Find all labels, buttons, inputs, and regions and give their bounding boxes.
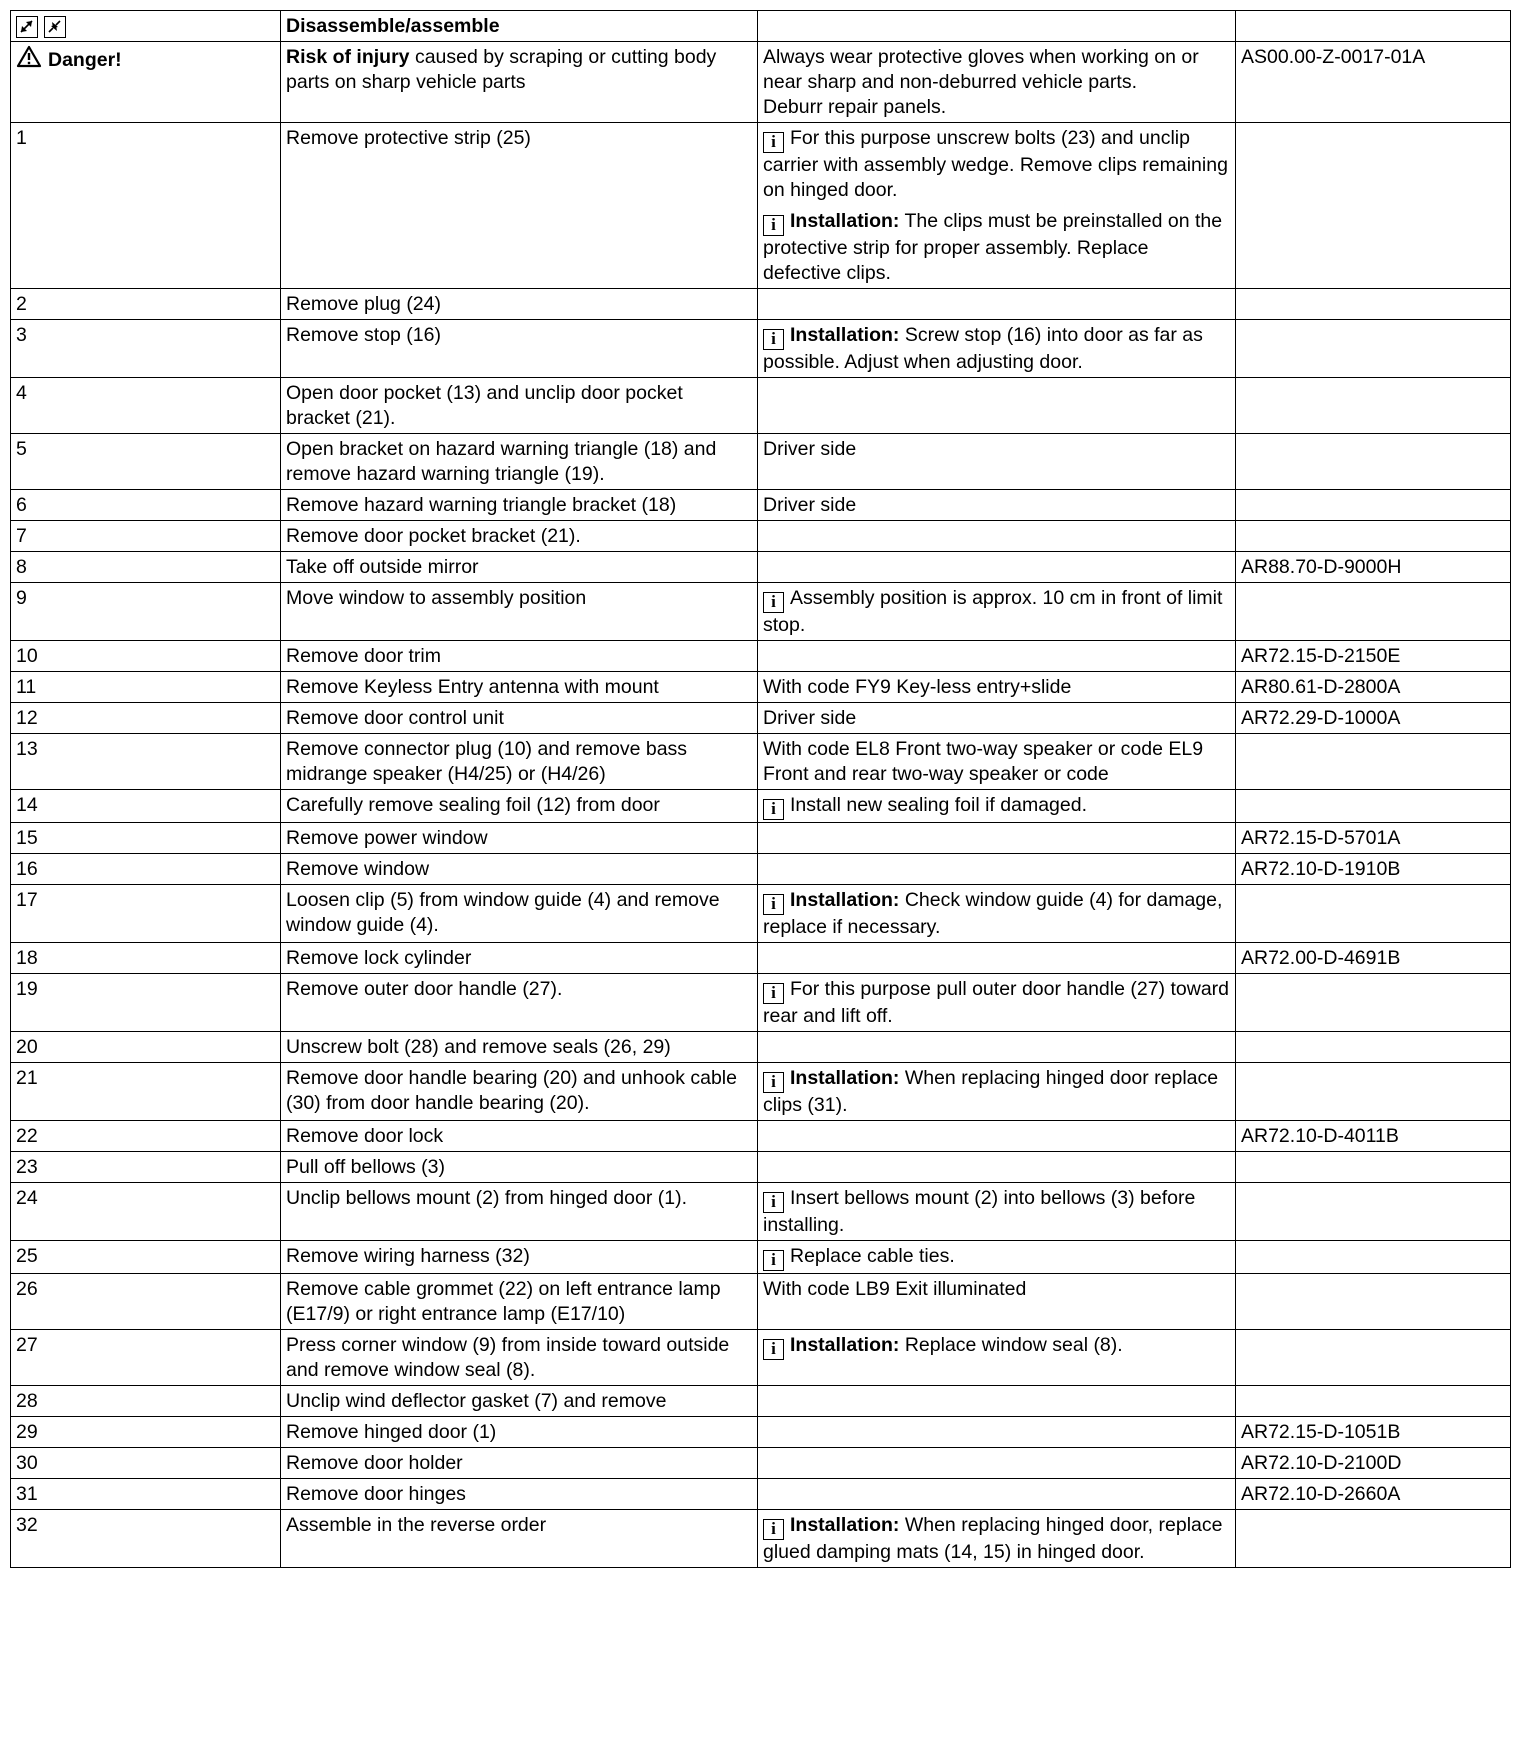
step-notes-cell [758, 1241, 1236, 1274]
step-action: Remove stop (16) [281, 320, 758, 378]
step-number: 5 [11, 434, 281, 490]
step-action: Remove lock cylinder [281, 943, 758, 974]
step-row [11, 521, 1511, 552]
step-notes-cell [758, 320, 1236, 378]
step-note [763, 1244, 1230, 1271]
step-action: Unscrew bolt (28) and remove seals (26, 29) [281, 1032, 758, 1063]
step-note-plain: Driver side [763, 707, 857, 729]
step-row [11, 289, 1511, 320]
step-notes-cell [758, 1448, 1236, 1479]
step-note [763, 1333, 1230, 1360]
step-row [11, 734, 1511, 790]
step-reference: AR72.15-D-2150E [1236, 641, 1511, 672]
danger-cell [11, 42, 281, 123]
step-row [11, 703, 1511, 734]
assemble-icon [44, 16, 66, 38]
step-notes-cell [758, 1386, 1236, 1417]
step-number: 25 [11, 1241, 281, 1274]
step-notes-cell [758, 1183, 1236, 1241]
info-icon: i [763, 983, 784, 1004]
danger-risk-cell [281, 42, 758, 123]
note-text: Replace window seal (8). [899, 1334, 1123, 1356]
step-reference [1236, 434, 1511, 490]
step-action: Remove hazard warning triangle bracket (18) [281, 490, 758, 521]
step-reference: AR72.10-D-1910B [1236, 854, 1511, 885]
step-number: 9 [11, 583, 281, 641]
step-row [11, 583, 1511, 641]
step-row [11, 1274, 1511, 1330]
step-notes-cell [758, 1121, 1236, 1152]
step-action: Remove door pocket bracket (21). [281, 521, 758, 552]
step-action: Remove Keyless Entry antenna with mount [281, 672, 758, 703]
step-note-plain: Driver side [763, 438, 857, 460]
note-text: When replacing hinged door replace clips (31). [763, 1067, 1219, 1116]
step-note [763, 977, 1230, 1029]
step-reference [1236, 1274, 1511, 1330]
note-text: When replacing hinged door, replace glued damping mats (14, 15) in hinged door. [763, 1514, 1223, 1563]
step-row [11, 1063, 1511, 1121]
step-action: Remove door handle bearing (20) and unhook cable (30) from door handle bearing (20). [281, 1063, 758, 1121]
step-notes-cell [758, 1417, 1236, 1448]
danger-measure-cell [758, 42, 1236, 123]
step-row [11, 1032, 1511, 1063]
step-action: Remove wiring harness (32) [281, 1241, 758, 1274]
step-number: 10 [11, 641, 281, 672]
disassemble-icon [16, 16, 38, 38]
step-notes-cell [758, 790, 1236, 823]
step-number: 18 [11, 943, 281, 974]
step-reference [1236, 320, 1511, 378]
step-note [763, 1066, 1230, 1118]
header-empty-cell [1236, 11, 1511, 42]
step-notes-cell [758, 1330, 1236, 1386]
step-row [11, 1448, 1511, 1479]
step-number: 1 [11, 123, 281, 289]
step-notes-cell [758, 823, 1236, 854]
step-row [11, 854, 1511, 885]
step-action: Remove outer door handle (27). [281, 974, 758, 1032]
step-action: Loosen clip (5) from window guide (4) and remove window guide (4). [281, 885, 758, 943]
step-reference [1236, 1510, 1511, 1568]
step-row [11, 823, 1511, 854]
step-note [763, 793, 1230, 820]
step-number: 7 [11, 521, 281, 552]
step-number: 6 [11, 490, 281, 521]
step-action: Assemble in the reverse order [281, 1510, 758, 1568]
danger-measure-line: Deburr repair panels. [763, 96, 947, 118]
step-note [763, 888, 1230, 940]
danger-measure-line: Always wear protective gloves when working on or near sharp and non-deburred vehicle parts. [763, 46, 1199, 93]
step-number: 29 [11, 1417, 281, 1448]
step-action: Press corner window (9) from inside toward outside and remove window seal (8). [281, 1330, 758, 1386]
step-action: Remove plug (24) [281, 289, 758, 320]
info-icon: i [763, 215, 784, 236]
step-row [11, 1241, 1511, 1274]
step-reference [1236, 974, 1511, 1032]
step-notes-cell [758, 854, 1236, 885]
note-text: Insert bellows mount (2) into bellows (3) before installing. [763, 1187, 1196, 1236]
step-reference [1236, 490, 1511, 521]
step-row [11, 1479, 1511, 1510]
step-notes-cell [758, 974, 1236, 1032]
step-notes-cell [758, 434, 1236, 490]
info-icon: i [763, 1519, 784, 1540]
step-row [11, 490, 1511, 521]
step-reference [1236, 1032, 1511, 1063]
step-reference [1236, 1330, 1511, 1386]
header-title: Disassemble/assemble [281, 11, 758, 42]
step-reference [1236, 378, 1511, 434]
step-action: Unclip wind deflector gasket (7) and remove [281, 1386, 758, 1417]
step-number: 28 [11, 1386, 281, 1417]
info-icon: i [763, 799, 784, 820]
step-action: Open bracket on hazard warning triangle (18) and remove hazard warning triangle (19). [281, 434, 758, 490]
info-icon: i [763, 1250, 784, 1271]
step-notes-cell [758, 1063, 1236, 1121]
step-notes-cell [758, 1032, 1236, 1063]
info-icon: i [763, 1339, 784, 1360]
note-text: Install new sealing foil if damaged. [790, 794, 1088, 816]
step-reference: AR72.15-D-1051B [1236, 1417, 1511, 1448]
step-row [11, 434, 1511, 490]
step-notes-cell [758, 1274, 1236, 1330]
step-row [11, 1510, 1511, 1568]
step-note [763, 1186, 1230, 1238]
step-reference [1236, 1386, 1511, 1417]
step-reference [1236, 1152, 1511, 1183]
step-number: 12 [11, 703, 281, 734]
step-notes-cell [758, 703, 1236, 734]
step-action: Pull off bellows (3) [281, 1152, 758, 1183]
info-icon: i [763, 592, 784, 613]
note-text: Assembly position is approx. 10 cm in front of limit stop. [763, 587, 1223, 636]
step-row [11, 943, 1511, 974]
note-text: For this purpose pull outer door handle (27) toward rear and lift off. [763, 978, 1229, 1027]
danger-reference: AS00.00-Z-0017-01A [1236, 42, 1511, 123]
note-label: Installation: [790, 1334, 900, 1356]
step-row [11, 1330, 1511, 1386]
step-number: 2 [11, 289, 281, 320]
step-notes-cell [758, 123, 1236, 289]
step-row [11, 641, 1511, 672]
step-notes-cell [758, 672, 1236, 703]
step-row [11, 672, 1511, 703]
step-number: 8 [11, 552, 281, 583]
step-action: Remove door trim [281, 641, 758, 672]
header-empty-cell [758, 11, 1236, 42]
step-number: 23 [11, 1152, 281, 1183]
note-text: Screw stop (16) into door as far as possible. Adjust when adjusting door. [763, 324, 1203, 373]
step-note [763, 323, 1230, 375]
step-number: 24 [11, 1183, 281, 1241]
step-action: Remove power window [281, 823, 758, 854]
step-note [763, 209, 1230, 286]
step-reference [1236, 289, 1511, 320]
step-notes-cell [758, 552, 1236, 583]
step-note-plain: With code LB9 Exit illuminated [763, 1278, 1027, 1300]
step-number: 4 [11, 378, 281, 434]
step-row [11, 320, 1511, 378]
step-action: Remove door hinges [281, 1479, 758, 1510]
step-number: 16 [11, 854, 281, 885]
step-action: Remove door holder [281, 1448, 758, 1479]
step-number: 31 [11, 1479, 281, 1510]
step-number: 3 [11, 320, 281, 378]
step-action: Remove connector plug (10) and remove bass midrange speaker (H4/25) or (H4/26) [281, 734, 758, 790]
step-notes-cell [758, 1510, 1236, 1568]
step-note-plain: With code FY9 Key-less entry+slide [763, 676, 1072, 698]
step-number: 30 [11, 1448, 281, 1479]
step-note [763, 126, 1230, 203]
step-action: Carefully remove sealing foil (12) from door [281, 790, 758, 823]
step-action: Unclip bellows mount (2) from hinged door (1). [281, 1183, 758, 1241]
note-text: The clips must be preinstalled on the protective strip for proper assembly. Replace defective clips. [763, 210, 1223, 284]
note-label: Installation: [790, 889, 900, 911]
step-reference: AR88.70-D-9000H [1236, 552, 1511, 583]
step-row [11, 378, 1511, 434]
step-row [11, 885, 1511, 943]
step-notes-cell [758, 641, 1236, 672]
step-row [11, 1183, 1511, 1241]
step-notes-cell [758, 583, 1236, 641]
step-reference [1236, 123, 1511, 289]
step-row [11, 1152, 1511, 1183]
note-text: Check window guide (4) for damage, replace if necessary. [763, 889, 1223, 938]
step-row [11, 790, 1511, 823]
step-row [11, 1417, 1511, 1448]
step-action: Move window to assembly position [281, 583, 758, 641]
note-label: Installation: [790, 1067, 900, 1089]
step-number: 27 [11, 1330, 281, 1386]
step-action: Remove door control unit [281, 703, 758, 734]
step-reference [1236, 583, 1511, 641]
step-reference: AR72.10-D-2660A [1236, 1479, 1511, 1510]
step-reference [1236, 790, 1511, 823]
step-action: Open door pocket (13) and unclip door pocket bracket (21). [281, 378, 758, 434]
step-row [11, 1386, 1511, 1417]
step-reference [1236, 521, 1511, 552]
step-reference [1236, 1241, 1511, 1274]
step-notes-cell [758, 885, 1236, 943]
step-notes-cell [758, 1152, 1236, 1183]
note-label: Installation: [790, 1514, 900, 1536]
step-action: Remove protective strip (25) [281, 123, 758, 289]
note-text: Replace cable ties. [790, 1245, 955, 1267]
step-row [11, 974, 1511, 1032]
step-action: Remove door lock [281, 1121, 758, 1152]
step-action: Remove cable grommet (22) on left entrance lamp (E17/9) or right entrance lamp (E17/10) [281, 1274, 758, 1330]
step-row [11, 123, 1511, 289]
step-number: 15 [11, 823, 281, 854]
note-label: Installation: [790, 210, 900, 232]
info-icon: i [763, 1072, 784, 1093]
header-icons-cell [11, 11, 281, 42]
step-number: 20 [11, 1032, 281, 1063]
step-reference: AR72.15-D-5701A [1236, 823, 1511, 854]
info-icon: i [763, 894, 784, 915]
step-reference [1236, 885, 1511, 943]
step-note-plain: Driver side [763, 494, 857, 516]
danger-label: Danger! [48, 48, 122, 71]
step-row [11, 1121, 1511, 1152]
warning-triangle-icon [16, 45, 42, 75]
step-action: Take off outside mirror [281, 552, 758, 583]
step-notes-cell [758, 490, 1236, 521]
step-action: Remove hinged door (1) [281, 1417, 758, 1448]
step-notes-cell [758, 378, 1236, 434]
note-label: Installation: [790, 324, 900, 346]
step-row [11, 552, 1511, 583]
info-icon: i [763, 132, 784, 153]
step-reference: AR72.10-D-2100D [1236, 1448, 1511, 1479]
step-note [763, 586, 1230, 638]
step-number: 11 [11, 672, 281, 703]
step-action: Remove window [281, 854, 758, 885]
step-number: 26 [11, 1274, 281, 1330]
risk-text: caused by scraping or cutting body parts on sharp vehicle parts [286, 46, 717, 93]
step-reference [1236, 734, 1511, 790]
step-notes-cell [758, 521, 1236, 552]
step-number: 14 [11, 790, 281, 823]
step-note [763, 1513, 1230, 1565]
step-number: 19 [11, 974, 281, 1032]
step-number: 32 [11, 1510, 281, 1568]
step-number: 22 [11, 1121, 281, 1152]
header-row [11, 11, 1511, 42]
step-notes-cell [758, 289, 1236, 320]
step-reference: AR72.10-D-4011B [1236, 1121, 1511, 1152]
step-reference: AR72.29-D-1000A [1236, 703, 1511, 734]
note-text: For this purpose unscrew bolts (23) and unclip carrier with assembly wedge. Remove clips remaining on hinged door. [763, 127, 1228, 201]
info-icon: i [763, 1192, 784, 1213]
danger-row [11, 42, 1511, 123]
step-number: 21 [11, 1063, 281, 1121]
info-icon: i [763, 329, 784, 350]
step-note-plain: With code EL8 Front two-way speaker or code EL9 Front and rear two-way speaker or code [763, 738, 1204, 785]
step-notes-cell [758, 1479, 1236, 1510]
step-reference: AR80.61-D-2800A [1236, 672, 1511, 703]
step-notes-cell [758, 943, 1236, 974]
step-number: 13 [11, 734, 281, 790]
step-reference: AR72.00-D-4691B [1236, 943, 1511, 974]
step-number: 17 [11, 885, 281, 943]
procedure-table [10, 10, 1511, 1568]
step-reference [1236, 1063, 1511, 1121]
step-notes-cell [758, 734, 1236, 790]
step-reference [1236, 1183, 1511, 1241]
risk-bold-text: Risk of injury [286, 46, 410, 68]
